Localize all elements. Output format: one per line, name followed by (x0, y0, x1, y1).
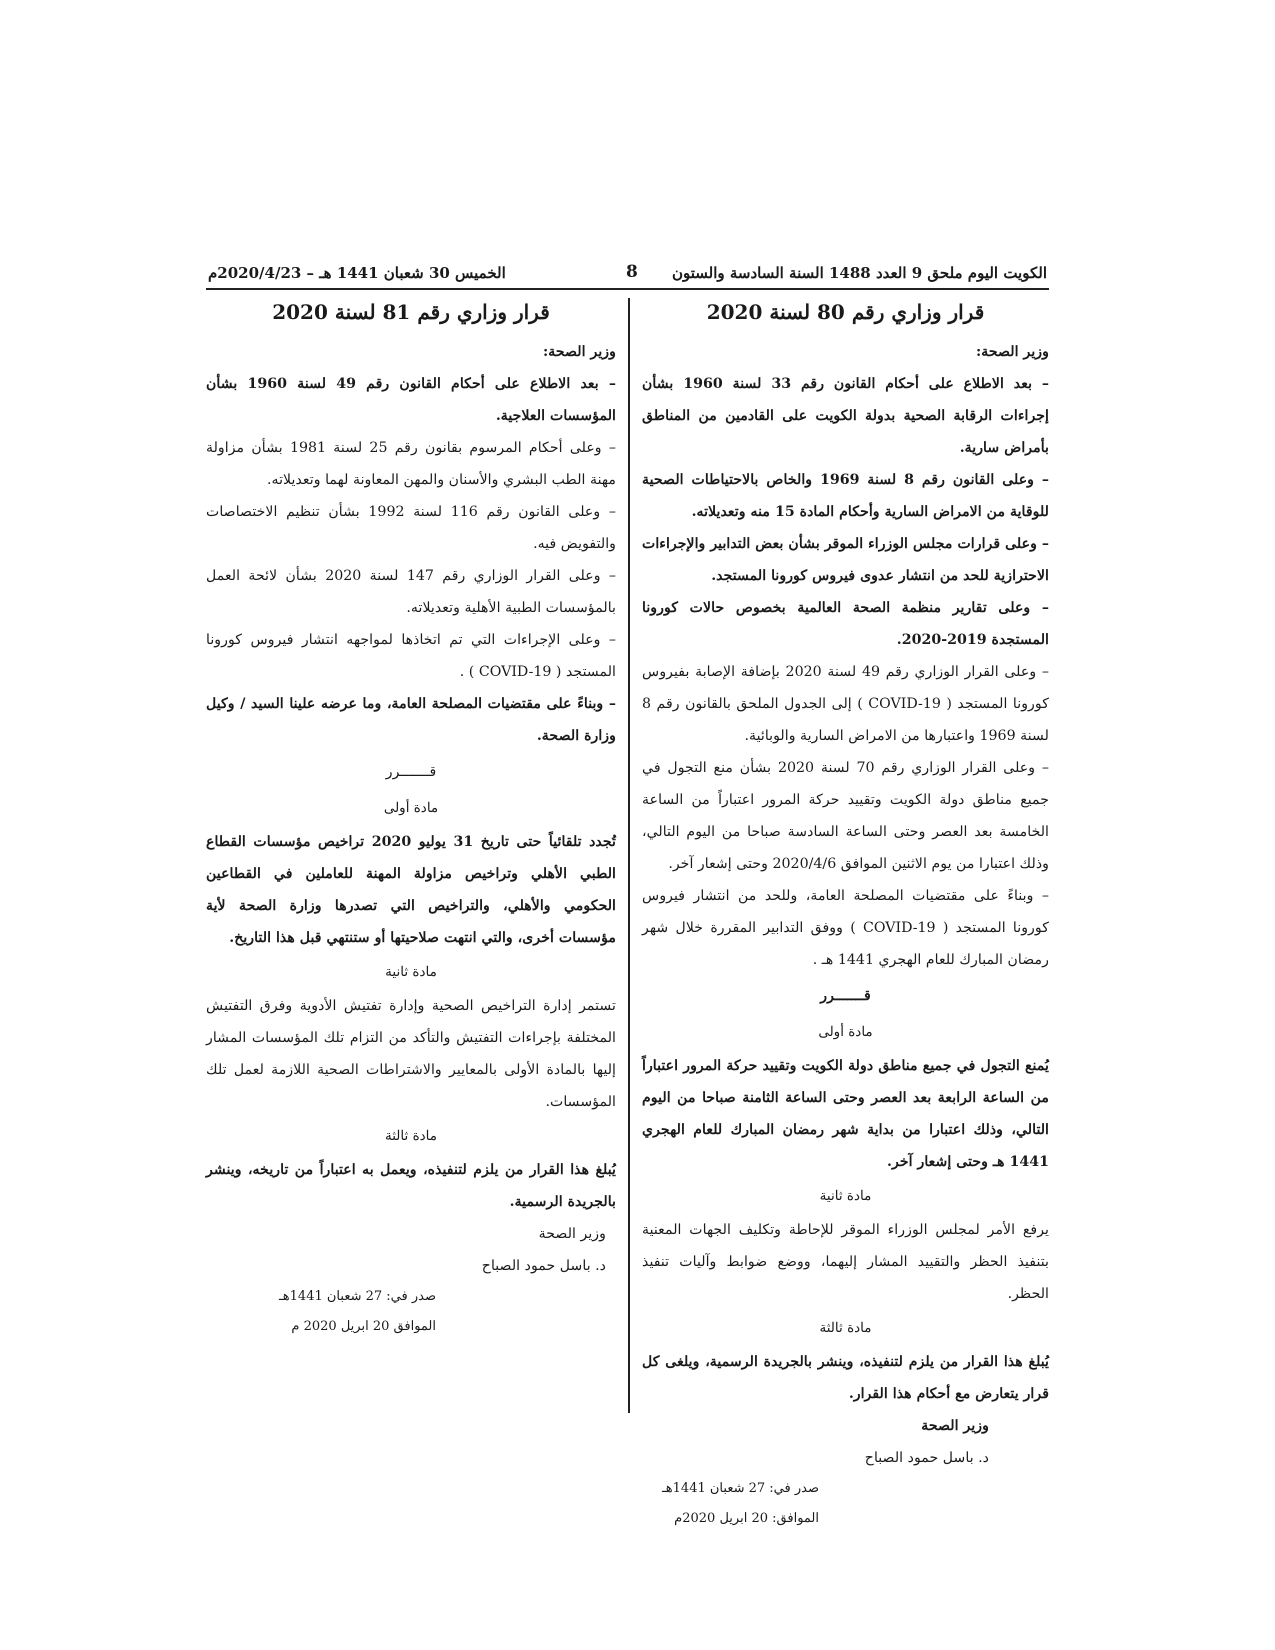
clause: – وبناءً على مقتضيات المصلحة العامة، وللحد من انتشار فيروس كورونا المستجد ( COVID-19 ) ووفق التدابير المقررة خلال شهر رمضان المبارك للعام الهجري 1441 هـ . (642, 888, 1049, 968)
page-header (206, 258, 1049, 290)
decision-81-title: قرار وزاري رقم 81 لسنة 2020 (272, 300, 550, 324)
article-2-heading: مادة ثانية (385, 964, 437, 980)
clause: – وعلى القرار الوزاري رقم 147 لسنة 2020 بشأن لائحة العمل بالمؤسسات الطبية الأهلية وتعديلاته. (206, 568, 616, 616)
clause: – وعلى القرار الوزاري رقم 49 لسنة 2020 بإضافة الإصابة بفيروس كورونا المستجد ( COVID-19 ) إلى الجدول الملحق بالقانون رقم 8 لسنة 1969 واعتبارها من الامراض السارية والوبائية. (642, 664, 1050, 744)
decision-80-title: قرار وزاري رقم 80 لسنة 2020 (706, 300, 985, 324)
clause: – وعلى أحكام المرسوم بقانون رقم 25 لسنة 1981 بشأن مزاولة مهنة الطب البشري والأسنان والمهن المعاونة لهما وتعديلاته. (206, 440, 616, 488)
article-2-heading: مادة ثانية (819, 1188, 872, 1204)
column-divider (628, 298, 630, 1413)
article-1-heading: مادة أولى (383, 800, 439, 816)
clause: – وعلى تقارير منظمة الصحة العالمية بخصوص حالات كورونا المستجدة 2019-2020. (642, 600, 1049, 648)
decision-80-column (642, 298, 1049, 1534)
decision-81-column (206, 298, 616, 1342)
issued-date: صدر في: 27 شعبان 1441هـ (278, 1289, 436, 1304)
header-date: الخميس 30 شعبان 1441 هـ – 2020/4/23م (208, 264, 506, 282)
clause: – وعلى القانون رقم 8 لسنة 1969 والخاص بالاحتياطات الصحية للوقاية من الامراض السارية وأحكام المادة 15 منه وتعديلاته. (642, 472, 1050, 520)
article-3-heading: مادة ثالثة (819, 1320, 872, 1336)
clause: – وبناءً على مقتضيات المصلحة العامة، وما عرضه علينا السيد / وكيل وزارة الصحة. (206, 696, 616, 744)
clause: – وعلى قرارات مجلس الوزراء الموقر بشأن بعض التدابير والإجراءات الاحترازية للحد من انتشار عدوى فيروس كورونا المستجد. (642, 536, 1049, 584)
page-number: 8 (626, 262, 638, 282)
article-3-text: يُبلغ هذا القرار من يلزم لتنفيذه، وينشر بالجريدة الرسمية، ويلغى كل قرار يتعارض مع أحكام هذا القرار. (642, 1354, 1049, 1402)
article-2-text: يرفع الأمر لمجلس الوزراء الموقر للإحاطة وتكليف الجهات المعنية بتنفيذ الحظر والتقييد المشار إليهما، ووضع ضوابط وآليات تنفيذ الحظر. (642, 1222, 1049, 1302)
header-publication: الكويت اليوم ملحق 9 العدد 1488 السنة السادسة والستون (671, 264, 1047, 282)
clause: – وعلى الإجراءات التي تم اتخاذها لمواجهه انتشار فيروس كورونا المستجد ( COVID-19 ) . (206, 632, 616, 680)
article-1-text: يُمنع التجول في جميع مناطق دولة الكويت وتقييد حركة المرور اعتباراً من الساعة الرابعة بعد العصر وحتى الساعة الثامنة صباحا من اليوم التالي، وذلك اعتبارا من بداية شهر رمضان المبارك للعام الهجري 1441 هـ وحتى إشعار آخر. (642, 1058, 1049, 1170)
decided-heading: قـــــــرر (820, 988, 871, 1004)
clause: – وعلى القانون رقم 116 لسنة 1992 بشأن تنظيم الاختصاصات والتفويض فيه. (206, 504, 616, 552)
signature-name: د. باسل حمود الصباح (864, 1450, 989, 1466)
article-3-heading: مادة ثالثة (384, 1128, 438, 1144)
article-2-text: تستمر إدارة التراخيص الصحية وإدارة تفتيش الأدوية وفرق التفتيش المختلفة بإجراءات التفتيش والتأكد من التزام تلك المؤسسات المشار إليها بالمادة الأولى بالمعايير والاشتراطات الصحية اللازمة لعمل تلك المؤسسات. (206, 998, 616, 1110)
signature-title: وزير الصحة (921, 1418, 989, 1434)
article-1-text: تُجدد تلقائياً حتى تاريخ 31 يوليو 2020 تراخيص مؤسسات القطاع الطبي الأهلي وتراخيص مزاولة المهنة للعاملين في القطاعين الحكومي والأهلي، والتراخيص التي تصدرها وزارة الصحة لأية مؤسسات أخرى، والتي انتهت صلاحيتها أو ستنتهي قبل هذا التاريخ. (206, 834, 616, 946)
article-1-heading: مادة أولى (818, 1024, 873, 1040)
corresponding-date: الموافق: 20 ابريل 2020م (674, 1511, 819, 1526)
article-3-text: يُبلغ هذا القرار من يلزم لتنفيذه، ويعمل به اعتباراً من تاريخه، وينشر بالجريدة الرسمية. (206, 1162, 616, 1210)
signature-title: وزير الصحة (538, 1226, 606, 1242)
corresponding-date: الموافق 20 ابريل 2020 م (291, 1319, 436, 1334)
signature-name: د. باسل حمود الصباح (481, 1258, 606, 1274)
issued-date: صدر في: 27 شعبان 1441هـ (661, 1481, 819, 1496)
decided-heading: قـــــــرر (385, 764, 437, 780)
minister-intro: وزير الصحة: (976, 344, 1049, 360)
clause: – بعد الاطلاع على أحكام القانون رقم 49 لسنة 1960 بشأن المؤسسات العلاجية. (206, 376, 616, 424)
minister-intro: وزير الصحة: (543, 344, 616, 360)
clause: – وعلى القرار الوزاري رقم 70 لسنة 2020 بشأن منع التجول في جميع مناطق دولة الكويت وتقييد حركة المرور اعتباراً من الساعة الخامسة بعد العصر وحتى الساعة السادسة صباحا من اليوم التالي، وذلك اعتبارا من يوم الاثنين الموافق 2020/4/6 وحتى إشعار آخر. (642, 760, 1049, 872)
clause: – بعد الاطلاع على أحكام القانون رقم 33 لسنة 1960 بشأن إجراءات الرقابة الصحية بدولة الكويت على القادمين من المناطق بأمراض سارية. (642, 376, 1050, 456)
